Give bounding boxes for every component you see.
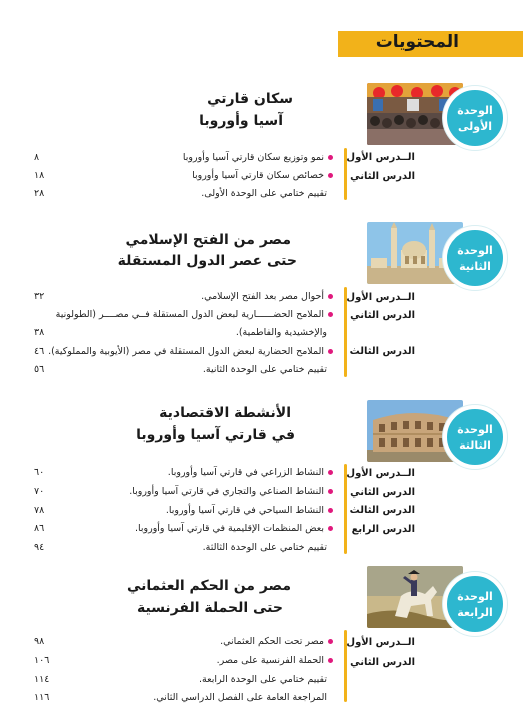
bullet-dot bbox=[328, 349, 333, 354]
entry-text: الحملة الفرنسية على مصر. bbox=[216, 655, 324, 666]
unit-4-page-3: ١١٤ bbox=[34, 674, 50, 685]
bullet-dot bbox=[328, 173, 333, 178]
unit-1-page-1: ٨ bbox=[34, 152, 40, 163]
bullet-dot bbox=[328, 658, 333, 663]
unit-1-entry-2 bbox=[192, 170, 333, 181]
unit-3-entry-2 bbox=[129, 486, 333, 497]
bullet-dot bbox=[328, 294, 333, 299]
unit-1-lesson-1: الــدرس الأول bbox=[346, 152, 415, 163]
bullet-dot bbox=[328, 508, 333, 513]
unit-3-badge-line-2: الثالثة bbox=[459, 439, 491, 452]
unit-2-page-4: ٤٦ bbox=[34, 346, 45, 357]
entry-text: النشاط الصناعي والتجاري في قارتي آسيا وأوروبا. bbox=[129, 486, 324, 497]
unit-1-page-2: ١٨ bbox=[34, 170, 45, 181]
unit-3-title-line-1: الأنشطة الاقتصادية bbox=[159, 405, 291, 421]
unit-3-title-line-2: في قارتي آسيا وأوروبا bbox=[136, 427, 295, 443]
unit-4-title-line-1: مصر من الحكم العثماني bbox=[126, 578, 291, 594]
bullet-dot bbox=[328, 312, 333, 317]
unit-2-entry-5 bbox=[203, 364, 327, 375]
unit-3-lesson-2: الدرس الثاني bbox=[350, 487, 415, 498]
unit-1-badge bbox=[443, 86, 507, 150]
entry-text: والإخشيدية والفاطمية). bbox=[235, 327, 327, 338]
entry-text: النشاط السياحي في قارتي آسيا وأوروبا. bbox=[165, 505, 324, 516]
bullet-dot bbox=[328, 155, 333, 160]
unit-3-entry-4 bbox=[135, 523, 333, 534]
entry-text: خصائص سكان قارتي آسيا وأوروبا bbox=[192, 170, 324, 181]
unit-4-entry-4 bbox=[153, 692, 327, 703]
unit-4-page-2: ١٠٦ bbox=[34, 655, 50, 666]
unit-3-page-1: ٦٠ bbox=[34, 467, 45, 478]
entry-text: تقييم ختامي على الوحدة الثالثة. bbox=[202, 542, 327, 553]
unit-4-lesson-2: الدرس الثاني bbox=[350, 657, 415, 668]
entry-text: الملامح الحضــــــارية لبعض الدول المستقلة فــي مصــــر (الطولونية bbox=[55, 309, 324, 320]
unit-2-page-1: ٣٢ bbox=[34, 291, 45, 302]
unit-3-lesson-3: الدرس الثالث bbox=[349, 505, 415, 516]
unit-3-lesson-4: الدرس الرابع bbox=[351, 524, 415, 535]
unit-4-page-4: ١١٦ bbox=[34, 692, 50, 703]
unit-2-badge bbox=[443, 226, 507, 290]
entry-text: تقييم ختامي على الوحدة الرابعة. bbox=[199, 674, 327, 685]
unit-2-lesson-1: الــدرس الأول bbox=[346, 292, 415, 303]
unit-2-entry-4 bbox=[48, 346, 333, 357]
entry-text: المراجعة العامة على الفصل الدراسي الثاني. bbox=[153, 692, 327, 703]
entry-text: أحوال مصر بعد الفتح الإسلامي. bbox=[201, 291, 324, 302]
entry-text: بعض المنظمات الإقليمية في قارتي آسيا وأوروبا. bbox=[134, 523, 324, 534]
unit-4-badge bbox=[443, 572, 507, 636]
unit-2-page-3: ٣٨ bbox=[34, 327, 45, 338]
unit-1-title-line-2: آسيا وأوروبا bbox=[199, 113, 283, 129]
unit-2-page-5: ٥٦ bbox=[34, 364, 45, 375]
unit-3-badge bbox=[443, 405, 507, 469]
bullet-dot bbox=[328, 489, 333, 494]
bullet-dot bbox=[328, 639, 333, 644]
unit-2-entry-2 bbox=[56, 309, 333, 320]
unit-4-title-line-2: حتى الحملة الفرنسية bbox=[136, 600, 283, 616]
unit-3-page-5: ٩٤ bbox=[34, 542, 45, 553]
unit-3-page-2: ٧٠ bbox=[34, 486, 45, 497]
bullet-dot bbox=[328, 470, 333, 475]
unit-4-entry-3 bbox=[199, 674, 327, 685]
entry-text: تقييم ختامي على الوحدة الأولى. bbox=[201, 188, 327, 199]
unit-1-entry-1 bbox=[183, 152, 333, 163]
unit-2-entry-3 bbox=[236, 327, 327, 338]
unit-2-badge-line-1: الوحدة bbox=[457, 244, 493, 257]
unit-3-page-4: ٨٦ bbox=[34, 523, 45, 534]
unit-2-lesson-3: الدرس الثالث bbox=[349, 346, 415, 357]
unit-4-lesson-1: الــدرس الأول bbox=[346, 637, 415, 648]
entry-text: النشاط الزراعي في قارتي آسيا وأوروبا. bbox=[167, 467, 324, 478]
unit-2-lesson-2: الدرس الثاني bbox=[350, 310, 415, 321]
unit-3-badge-line-1: الوحدة bbox=[457, 423, 493, 436]
unit-4-entry-1 bbox=[220, 636, 333, 647]
unit-3-entry-1 bbox=[168, 467, 333, 478]
unit-3-entry-3 bbox=[166, 505, 333, 516]
unit-4-badge-line-2: الرابعة bbox=[457, 606, 493, 619]
unit-4-badge-line-1: الوحدة bbox=[457, 590, 493, 603]
entry-text: مصر تحت الحكم العثماني. bbox=[220, 636, 324, 647]
unit-1-entry-3 bbox=[201, 188, 327, 199]
unit-3-page-3: ٧٨ bbox=[34, 505, 45, 516]
bullet-dot bbox=[328, 526, 333, 531]
unit-4-entry-2 bbox=[217, 655, 333, 666]
unit-3-lesson-1: الــدرس الأول bbox=[346, 468, 415, 479]
unit-1-title-line-1: سكان قارتي bbox=[207, 91, 293, 107]
entry-text: الملامح الحضارية لبعض الدول المستقلة في مصر (الأيوبية والمملوكية). bbox=[48, 346, 324, 357]
unit-2-entry-1 bbox=[201, 291, 333, 302]
unit-3-entry-5 bbox=[203, 542, 327, 553]
unit-1-lesson-2: الدرس الثاني bbox=[350, 171, 415, 182]
unit-4-page-1: ٩٨ bbox=[34, 636, 45, 647]
unit-2-title-line-2: حتى عصر الدول المستقلة bbox=[117, 253, 297, 269]
unit-2-badge-line-2: الثانية bbox=[459, 260, 491, 273]
unit-1-badge-line-1: الوحدة bbox=[457, 104, 493, 117]
unit-1-badge-line-2: الأولى bbox=[457, 120, 493, 133]
entry-text: تقييم ختامي على الوحدة الثانية. bbox=[202, 364, 327, 375]
unit-2-title-line-1: مصر من الفتح الإسلامي bbox=[125, 232, 291, 248]
entry-text: نمو وتوزيع سكان قارتي آسيا وأوروبا bbox=[182, 152, 324, 163]
unit-1-page-3: ٢٨ bbox=[34, 188, 45, 199]
page-title: المحتويات bbox=[375, 32, 459, 52]
